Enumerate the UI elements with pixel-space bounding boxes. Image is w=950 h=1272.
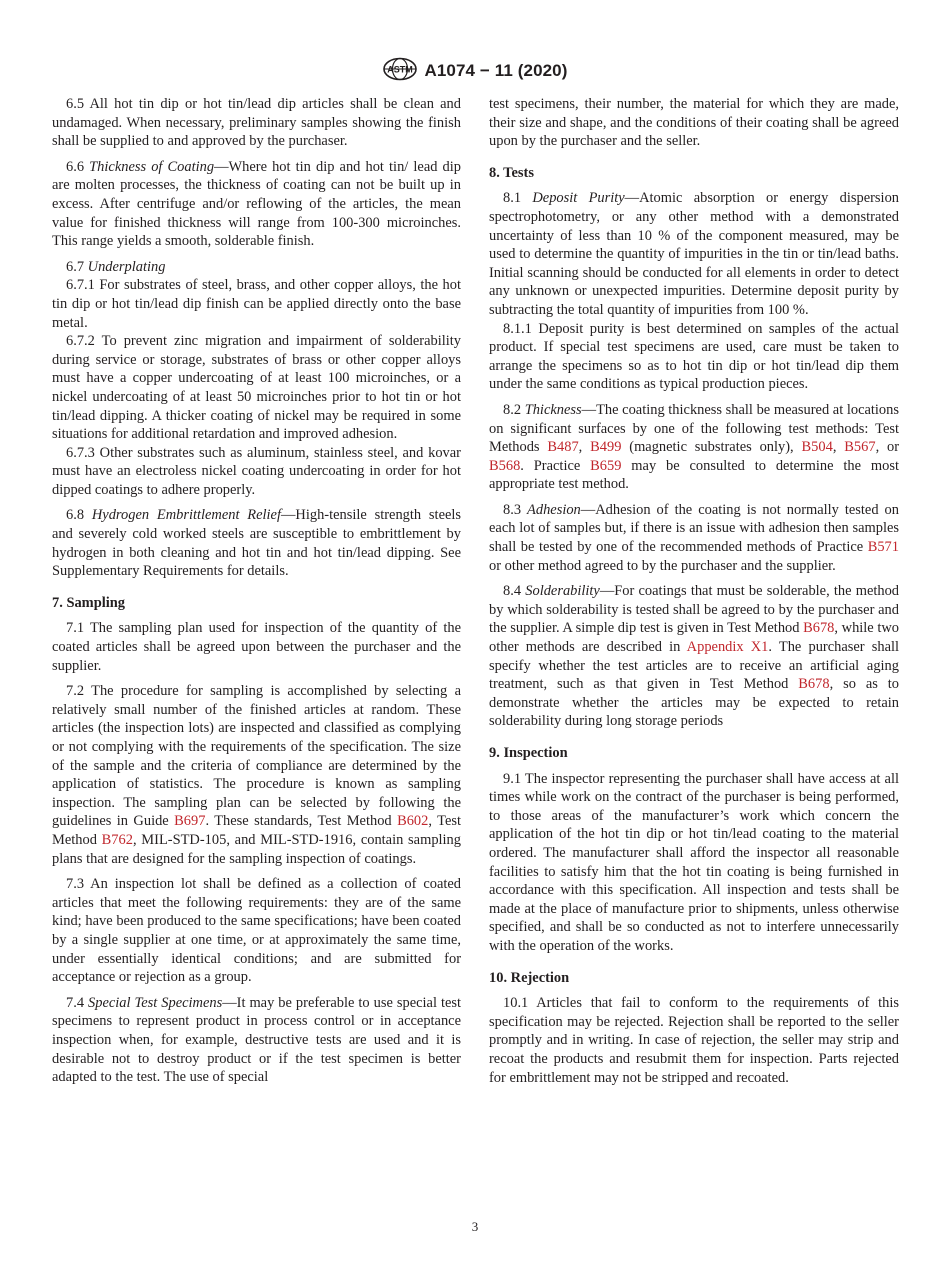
link-b504[interactable]: B504 [801, 439, 833, 456]
page-number: 3 [471, 1219, 479, 1234]
section-8-2-title: Thickness [524, 401, 582, 418]
section-6-7: 6.7 Underplating [66, 258, 166, 275]
link-appendix-x1[interactable]: Appendix X1 [686, 639, 769, 656]
section-8-3-title: Adhesion [527, 501, 581, 518]
document-designation: A1074 − 11 (2020) [424, 61, 568, 80]
section-7-4-title: Special Test Specimens [88, 994, 223, 1011]
link-b567[interactable]: B567 [844, 439, 876, 456]
left-column [52, 95, 461, 1087]
section-7-3: 7.3 An inspection lot shall be defined as a collection of coated articles that meet the following requirements: they are of the same kind; have been produced to the same specifications; have been coated by a single supplier at one time, or at approximately the same time, under essentially identical conditions; and are submitted for acceptance or rejection as a group. [52, 876, 461, 986]
link-b487[interactable]: B487 [547, 439, 579, 456]
section-8-1: 8.1 Deposit Purity—Atomic absorption or energy dispersion spectrophotometry, or any other method with a demonstrated uncertainty of less than 10 % of the component measured, may be used to determine the quantity of impurities in the tin or tin/lead baths. Initial scanning should be conducted for all elements in order to detect any unknown or unexpected impurities. Determine deposit purity by subtracting the total quantity of impurities from 100 %. [489, 190, 900, 318]
link-b678-second[interactable]: B678 [798, 676, 830, 693]
section-6-7-3: 6.7.3 Other substrates such as aluminum, stainless steel, and kovar must have an electroless nickel coating undercoating in order for hot dipped coatings to adhere properly. [52, 444, 461, 498]
link-b568[interactable]: B568 [489, 457, 521, 474]
section-6-8-title: Hydrogen Embrittlement Relief [91, 507, 281, 524]
heading-9-inspection: 9. Inspection [489, 745, 568, 761]
link-b659[interactable]: B659 [590, 457, 622, 474]
link-b697[interactable]: B697 [174, 813, 206, 830]
link-b678[interactable]: B678 [803, 620, 835, 637]
section-6-6: 6.6 Thickness of Coating—Where hot tin dip and hot tin/ lead dip are molten processes, the thickness of coating can not be built up in excess. After centrifuge and/or reflowing of the articles, the mean value for finished thickness will range from 100-300 microinches. This range yields a smooth, solderable finish. [52, 158, 462, 250]
section-6-7-title: Underplating [87, 258, 166, 275]
section-8-4: 8.4 Solderability—For coatings that must be solderable, the method by which solderability is tested shall be agreed to by the purchaser and the supplier. A simple dip test is given in Test Method B678, while two other methods are described in Appendix X1. The purchaser shall specify whether the test articles are to receive an artificial aging treatment, such as that given in Test Method B678, so as to demonstrate whether the articles may be expected to retain solderability during long storage periods [489, 583, 900, 730]
heading-8-tests: 8. Tests [489, 164, 534, 181]
section-7-1: 7.1 The sampling plan used for inspection of the quantity of the coated articles shall be agreed upon between the purchaser and the supplier. [52, 620, 461, 674]
link-b499[interactable]: B499 [590, 439, 622, 456]
section-8-4-title: Solderability [525, 583, 600, 600]
link-b602[interactable]: B602 [397, 813, 429, 830]
section-8-1-title: Deposit Purity [532, 190, 625, 207]
section-6-7-1: 6.7.1 For substrates of steel, brass, and other copper alloys, the hot tin dip or hot tin/lead dip finish can be applied directly onto the base metal. [52, 277, 461, 331]
section-6-7-2: 6.7.2 To prevent zinc migration and impairment of solderability during service or storage, substrates of brass or other copper alloys must have a copper undercoating of at least 100 microinches, or a nickel undercoating of at least 50 microinches prior to hot tin or hot tin/lead dipping. A thicker coating of nickel may be required in some situations for additional retardation and improved adhesion. [52, 333, 461, 443]
heading-10-rejection: 10. Rejection [489, 969, 570, 986]
section-8-2: 8.2 Thickness—The coating thickness shall be measured at locations on significant surfaces by one of the following test methods: Test Methods B487, B499 (magnetic substrates only), B504, B567, or B568. Practice B659 may be consulted to determine the most appropriate test method. [489, 401, 900, 493]
heading-7-sampling: 7. Sampling [52, 594, 126, 611]
astm-logo-text: ASTM [387, 64, 414, 74]
page-header [0, 58, 950, 84]
section-6-6-title: Thickness of Coating [89, 158, 215, 175]
astm-logo-icon [382, 57, 418, 86]
section-7-4: 7.4 Special Test Specimens—It may be preferable to use special test specimens to represent product in process control or in acceptance inspection when, for example, destructive tests are used and it is desirable not to destroy product or if the test specimen is better adapted to the test. The use of special [52, 994, 461, 1086]
section-7-4-continued: test specimens, their number, the material for which they are made, their size and shape, and the conditions of their coating shall be agreed upon by the purchaser and the seller. [489, 96, 899, 150]
section-8-1-1: 8.1.1 Deposit purity is best determined on samples of the actual product. If special test specimens are used, care must be taken to arrange the specimens so as to hot tin dip or hot tin/lead dip them under the same conditions as typical production pieces. [489, 320, 899, 393]
section-7-2: 7.2 The procedure for sampling is accomplished by selecting a relatively small number of the finished articles at random. These articles (the inspection lots) are inspected and classified as complying or not complying with the requirements of the specification. The size of the sample and the criteria of compliance are determined by the application of statistics. The procedure is known as sampling inspection. The sampling plan can be selected by following the guidelines in Guide B697. These standards, Test Method B602, Test Method B762, MIL-STD-105, and MIL-STD-1916, contain sampling plans that are designed for the sampling inspection of coatings. [52, 683, 462, 867]
section-6-8: 6.8 Hydrogen Embrittlement Relief—High-tensile strength steels and severely cold worked steels are susceptible to embrittlement by hydrogen in both cleaning and hot tin and hot tin/lead dipping. See Supplementary Requirements for details. [52, 507, 462, 580]
section-6-5: 6.5 All hot tin dip or hot tin/lead dip articles shall be clean and undamaged. When necessary, preliminary samples showing the finish shall be supplied to and approved by the purchaser. [52, 96, 461, 150]
section-10-1: 10.1 Articles that fail to conform to the requirements of this specification may be rejected. Rejection shall be reported to the seller promptly and in writing. In case of rejection, the seller may strip and recoat the products and resubmit them for inspection. Parts rejected for embrittlement may not be stripped and recoated. [489, 995, 899, 1086]
right-column [489, 95, 899, 1094]
link-b762[interactable]: B762 [101, 831, 133, 848]
section-9-1: 9.1 The inspector representing the purchaser shall have access at all times while work on the contract of the purchaser is being performed, to those areas of the manufacturer’s work which concern the application of the hot tin dip or hot tin/lead coating to the material ordered. The manufacturer shall afford the inspector all reasonable facilities to satisfy him that the hot tin coating is being furnished in accordance with this specification. All inspection and tests shall be made at the place of manufacture prior to shipments, unless otherwise specified, and shall be so conducted as not to interfere unnecessarily with the operation of the works. [489, 770, 899, 954]
section-8-3: 8.3 Adhesion—Adhesion of the coating is not normally tested on each lot of samples but, if there is an issue with adhesion then samples shall be tested by one of the recommended methods of Practice B571 or other method agreed to by the purchaser and the supplier. [489, 501, 899, 574]
link-b571[interactable]: B571 [867, 539, 899, 556]
